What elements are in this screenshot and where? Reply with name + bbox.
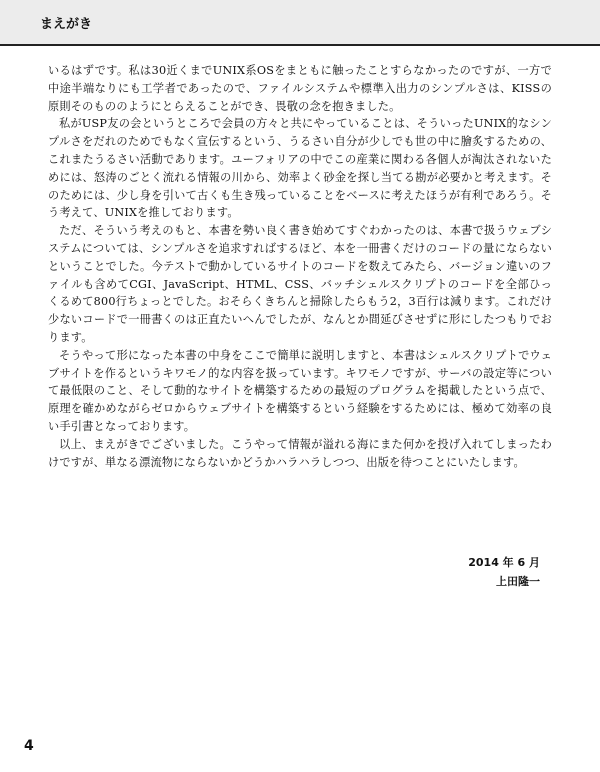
signature-block bbox=[468, 553, 540, 591]
preface-body bbox=[48, 62, 552, 471]
page-header bbox=[0, 0, 600, 46]
signature-date: 2014 年 6 月 bbox=[468, 556, 540, 569]
paragraph: そうやって形になった本書の中身をここで簡単に説明しますと、本書はシェルスクリプトでウェブサイトを作るというキワモノ的な内容を扱っています。キワモノですが、サーバの設定等について最低限のこと、そして動的なサイトを構築するための最短のプログラムを掲載したという点で、原理を確かめながらゼロからウェブサイトを構築するという経験をするためには、極めて効率の良い手引書となっております。 bbox=[48, 348, 552, 433]
paragraph-continuation: いるはずです。私は30近くまでUNIX系OSをまともに触ったことすらなかったのですが、一方で中途半端なりにも工学者であったので、ファイルシステムや標準入出力のシンプルさは、KISSの原則そのもののようにとらえることができ、畏敬の念を抱きました。 bbox=[48, 64, 552, 113]
signature-author: 上田隆一 bbox=[496, 575, 540, 588]
section-title: まえがき bbox=[40, 17, 93, 32]
paragraph: 私がUSP友の会というところで会員の方々と共にやっていることは、そういったUNIX的なシンプルさをだれのためでもなく宣伝するという、うるさい自分が少しでも世の中に膾炙するための、これまたうるさい活動であります。ユーフォリアの中でこの産業に関わる各個人が淘汰されないためには、怒涛のごとく流れる情報の川から、効率よく砂金を探し当てる勘が必要かと考えます。そのためには、少し身を引いて古くも生き残っていることをベースに考えたほうが有利であろう。そう考えて、UNIXを推しております。 bbox=[48, 117, 552, 220]
paragraph: 以上、まえがきでございました。こうやって情報が溢れる海にまた何かを投げ入れてしまったわけですが、単なる漂流物にならないかどうかハラハラしつつ、出版を待つことにいたします。 bbox=[48, 437, 552, 469]
paragraph: ただ、そういう考えのもと、本書を勢い良く書き始めてすぐわかったのは、本書で扱うウェブシステムについては、シンプルさを追求すればするほど、本を一冊書くだけのコードの量にならないということでした。今テストで動かしているサイトのコードを数えてみたら、バージョン違いのファイルも含めてCGI、JavaScript、HTML、CSS、バッチシェルスクリプトのコードを全部ひっくるめて800行ちょっとでした。おそらくきちんと掃除したらもう2，3百行は減ります。これだけ少ないコードで一冊書くのは正直たいへんでしたが、なんとか間延びさせずに形にしたつもりでおります。 bbox=[48, 224, 552, 344]
page-number: 4 bbox=[24, 738, 34, 754]
